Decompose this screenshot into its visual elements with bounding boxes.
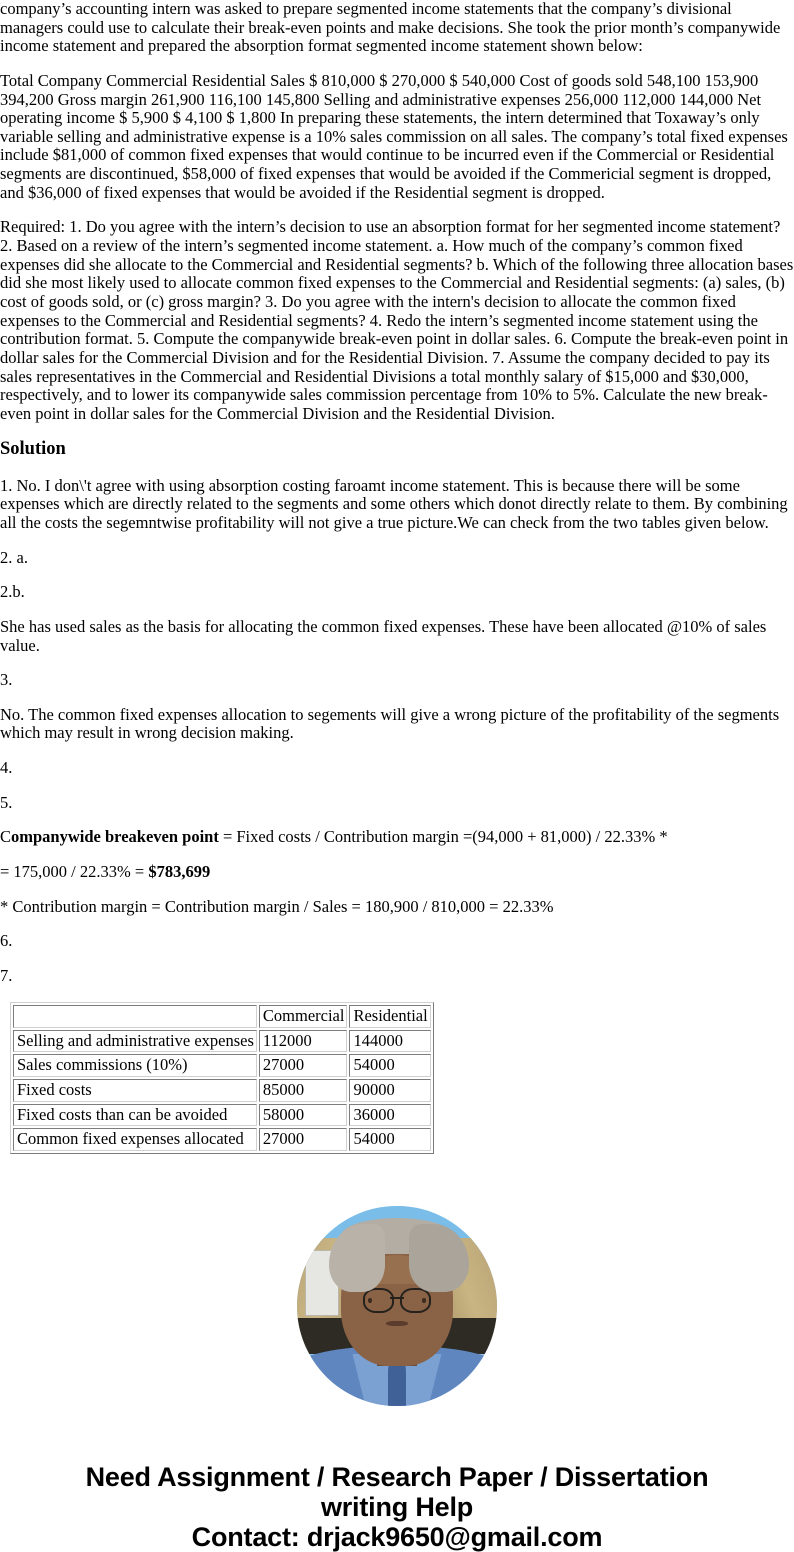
table-cell-label: Fixed costs than can be avoided: [13, 1104, 257, 1127]
table-row: [13, 1128, 431, 1151]
glasses-bridge: [390, 1297, 403, 1300]
table-cell-residential: 54000: [349, 1054, 430, 1077]
promo-line-3: Contact: drjack9650@gmail.com: [191, 1522, 603, 1552]
table-cell-label: Selling and administrative expenses: [13, 1030, 257, 1053]
table-cell-commercial: 27000: [259, 1054, 348, 1077]
breakeven-bold-label: ompanywide breakeven point: [11, 827, 219, 847]
table-cell-residential: 90000: [349, 1079, 430, 1102]
table-cell-residential: 54000: [349, 1128, 430, 1151]
table-cell-commercial: 58000: [259, 1104, 348, 1127]
contribution-margin-note: * Contribution margin = Contribution margin / Sales = 180,900 / 810,000 = 22.33%: [0, 896, 554, 916]
table-cell-commercial: 27000: [259, 1128, 348, 1151]
solution-answer-1: 1. No. I don\'t agree with using absorption costing faroamt income statement. This is because there will be some expenses which are directly related to the segments and some others which donot directly relate to them. By combining all the costs the segemntwise profitability will not give a true picture.We can check from the two tables given below.: [0, 475, 788, 532]
table-cell-residential: 36000: [349, 1104, 430, 1127]
breakeven-first-letter: C: [0, 827, 12, 847]
table-cell-label: Common fixed expenses allocated: [13, 1128, 257, 1151]
promo-footer: [0, 1462, 794, 1552]
solution-answer-2b: She has used sales as the basis for allocating the common fixed expenses. These have been allocated @10% of sales value.: [0, 616, 767, 655]
solution-label-2a: 2. a.: [0, 547, 28, 567]
avatar-eye-left: [368, 1298, 372, 1303]
breakeven-result-value: $783,699: [148, 862, 211, 882]
promo-line-1: Need Assignment / Research Paper / Dissertation: [85, 1461, 709, 1492]
table-body: [13, 1005, 431, 1151]
glasses-lens-left: [363, 1288, 394, 1313]
solution-label-3: 3.: [0, 670, 13, 690]
avatar-eye-right: [422, 1298, 426, 1303]
table-cell-residential: 144000: [349, 1030, 430, 1053]
table-header-blank: [13, 1005, 257, 1028]
solution-answer-3: No. The common fixed expenses allocation to segements will give a wrong picture of the profitability of the segments which may result in wrong decision making.: [0, 704, 780, 743]
promo-line-2: writing Help: [320, 1491, 474, 1522]
solution-label-6: 6.: [0, 931, 13, 951]
table-header-residential: Residential: [349, 1005, 430, 1028]
table-row: [13, 1104, 431, 1127]
solution-label-7: 7.: [0, 965, 13, 985]
solution-label-4: 4.: [0, 758, 13, 778]
glasses-icon: [363, 1288, 430, 1309]
table-row: [13, 1030, 431, 1053]
breakeven-formula-text: = Fixed costs / Contribution margin =(94,000 + 81,000) / 22.33% *: [218, 827, 668, 847]
table-cell-commercial: 112000: [259, 1030, 348, 1053]
breakeven-calc-prefix: = 175,000 / 22.33% =: [0, 862, 149, 882]
table-cell-commercial: 85000: [259, 1079, 348, 1102]
solution-label-2b: 2.b.: [0, 582, 25, 602]
table-cell-label: Fixed costs: [13, 1079, 257, 1102]
solution-heading: Solution: [0, 439, 66, 460]
avatar: [297, 1206, 497, 1406]
segment-cost-table: [10, 1002, 434, 1154]
table-row: [13, 1054, 431, 1077]
avatar-container: [0, 1206, 794, 1412]
required-paragraph: Required: 1. Do you agree with the intern’s decision to use an absorption format for her segmented income statement? 2. Based on a review of the intern’s segmented income statement. a. How much of the company’s common fixed expenses did she allocate to the Commercial and Residential segments? b. Which of the following three allocation bases did she most likely used to allocate common fixed expenses to the Commercial and Residential segments: (a) sales, (b) cost of goods sold, or (c) gross margin? 3. Do you agree with the intern's decision to allocate the common fixed expenses to the Commercial and Residential segments? 4. Redo the intern’s segmented income statement using the contribution format. 5. Compute the companywide break-even point in dollar sales. 6. Compute the break-even point in dollar sales for the Commercial Division and for the Residential Division. 7. Assume the company decided to pay its sales representatives in the Commercial and Residential Divisions a total monthly salary of $15,000 and $30,000, respectively, and to lower its companywide sales commission percentage from 10% to 5%. Calculate the new break-even point in dollar sales for the Commercial Division and the Residential Division.: [0, 217, 794, 423]
solution-label-5: 5.: [0, 792, 13, 812]
avatar-mouth: [386, 1321, 408, 1326]
table-row: [13, 1079, 431, 1102]
intro-paragraph-1: company’s accounting intern was asked to prepare segmented income statements that the company’s divisional managers could use to calculate their break-even points and make decisions. She took the prior month’s companywide income statement and prepared the absorption format segmented income statement shown below:: [0, 0, 781, 56]
breakeven-formula-line: [0, 828, 794, 847]
table-header-commercial: Commercial: [259, 1005, 348, 1028]
glasses-lens-right: [400, 1288, 431, 1313]
breakeven-result-line: [0, 863, 794, 882]
table-cell-label: Sales commissions (10%): [13, 1054, 257, 1077]
intro-paragraph-2: Total Company Commercial Residential Sales $ 810,000 $ 270,000 $ 540,000 Cost of goods sold 548,100 153,900 394,200 Gross margin 261,900 116,100 145,800 Selling and administrative expenses 256,000 112,000 144,000 Net operating income $ 5,900 $ 4,100 $ 1,800 In preparing these statements, the intern determined that Toxaway’s only variable selling and administrative expense is a 10% sales commission on all sales. The company’s total fixed expenses include $81,000 of common fixed expenses that would continue to be incurred even if the Commercial or Residential segments are discontinued, $58,000 of fixed expenses that would be avoided if the Commericial segment is dropped, and $36,000 of fixed expenses that would be avoided if the Residential segment is dropped.: [0, 70, 788, 202]
table-header-row: [13, 1005, 431, 1028]
